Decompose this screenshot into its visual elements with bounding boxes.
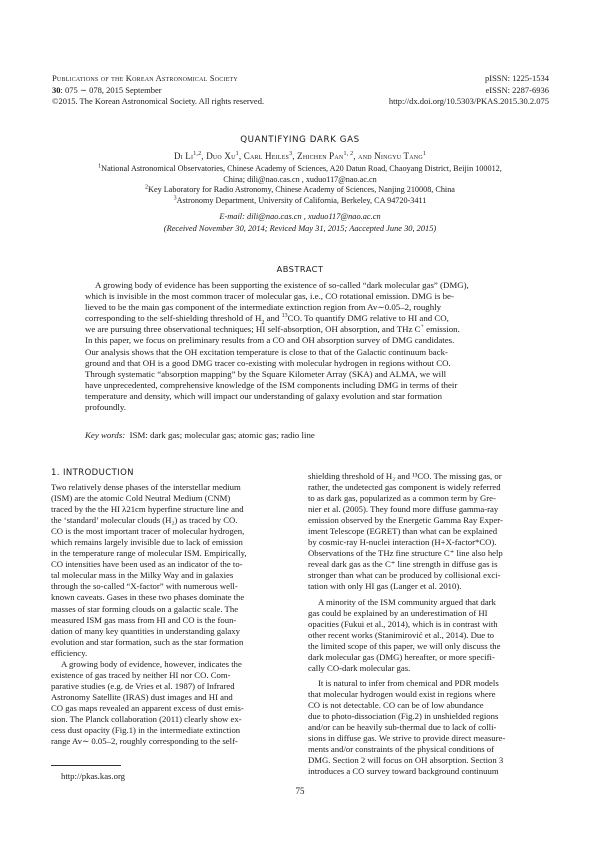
text-line: reveal dark gas as the C⁺ line strength in diffuse gas is bbox=[308, 559, 498, 570]
text-line: parative studies (e.g. de Vries et al. 1987) of Infrared bbox=[51, 680, 235, 691]
received-dates: (Received November 30, 2014; Reviced May 31, 2015; Aaccepted June 30, 2015) bbox=[163, 224, 437, 233]
affiliation-3: $^3$Astronomy Department, University of California, Berkeley, CA 94720-3411 bbox=[173, 195, 427, 205]
author: Di Li$^{1,2}$, bbox=[173, 151, 207, 161]
affiliation-1-contact: China; dili@nao.cas.cn , xuduo117@nao.ac.cn bbox=[223, 174, 377, 184]
text-line: opacities (Fukui et al., 2014), which is in contrast with bbox=[308, 618, 498, 629]
right-column bbox=[308, 471, 551, 777]
abstract-line: temperature and density, which will impact our understanding of galaxy evolution and star formation bbox=[85, 390, 443, 401]
text-line: nier et al. (2005). They found more diffuse gamma-ray bbox=[308, 504, 499, 515]
text-line: emission observed by the Energetic Gamma Ray Exper- bbox=[308, 515, 503, 526]
text-line: CO is not detectable. CO can be of low abundance bbox=[308, 699, 484, 710]
text-line: masses of star forming clouds on a galactic scale. The bbox=[51, 603, 239, 614]
author: Zhichen Pan$^{1, 2}$, and bbox=[297, 151, 375, 161]
text-line: sion. The Planck collaboration (2011) clearly show ex- bbox=[51, 713, 242, 724]
abstract-line: A growing body of evidence has been supporting the existence of so-called “dark molecular gas” (DMG), bbox=[95, 280, 469, 290]
footnote-rule bbox=[51, 765, 121, 766]
affiliation-1: $^1$National Astronomical Observatories, Chinese Academy of Sciences, A20 Datun Road, Chaoyang District, Beijin 100012, bbox=[98, 163, 502, 173]
text-line: known caveats. Gases in these two phases dominate the bbox=[51, 592, 245, 603]
copyright-line: ©2015. The Korean Astronomical Society. All rights reserved. bbox=[52, 96, 265, 106]
text-line: efficiency. bbox=[51, 647, 88, 658]
abstract-line: lieved to be the main gas component of the intermediate extinction region from Av∼0.05–2, roughly bbox=[85, 302, 441, 313]
text-line: stronger than what can be produced by collisional exci- bbox=[308, 570, 501, 581]
text-line: the ‘standard’ molecular clouds (H₂) as traced by CO. bbox=[51, 515, 238, 526]
text-line: tal molecular mass in the Milky Way and in galaxies bbox=[51, 570, 234, 581]
text-line: rather, the undetected gas component is widely referred bbox=[308, 482, 501, 493]
abstract-line: ground and that OH is a good DMG tracer co-existing with molecular hydrogen in regions without CO. bbox=[85, 357, 451, 368]
issn-block bbox=[289, 73, 549, 108]
left-column bbox=[51, 482, 294, 747]
page-number: 75 bbox=[295, 786, 305, 796]
text-line: A minority of the ISM community argued that dark bbox=[318, 596, 496, 607]
keywords-line bbox=[85, 430, 515, 441]
text-line: CO intensities have been used as an indicator of the to- bbox=[51, 559, 243, 570]
text-line: to as dark gas, popularized as a common term by Gre- bbox=[308, 493, 496, 504]
text-line: CO is the most important tracer of molecular hydrogen, bbox=[51, 526, 245, 537]
text-line: gas could be explained by an underestimation of HI bbox=[308, 607, 488, 618]
abstract-line: we are pursuing three observational techniques; HI self-absorption, OH absorption, and THz C+ emission. bbox=[85, 324, 460, 335]
text-line: measured ISM gas mass from HI and CO is the foun- bbox=[51, 614, 237, 625]
text-line: iment Telescope (EGRET) than what can be explained bbox=[308, 526, 498, 537]
affiliation-2: $^2$Key Laboratory for Radio Astronomy, Chinese Academy of Sciences, Nanjing 210008, China bbox=[145, 184, 455, 195]
page-range: : 075 ∼ 078, 2015 September bbox=[60, 84, 162, 95]
keywords-label: Key words: bbox=[85, 430, 126, 440]
journal-name: Publications of the Korean Astronomical Society bbox=[52, 73, 238, 83]
abstract-line: have unprecedented, comprehensive knowledge of the ISM components including DMG in terms of their bbox=[85, 379, 458, 390]
text-line: cess dust opacity (Fig.1) in the intermediate extinction bbox=[51, 725, 241, 736]
text-line: sions in diffuse gas. We strive to provide direct measure- bbox=[308, 733, 506, 744]
text-line: dark molecular gas (DMG) hereafter, or more specifi- bbox=[308, 651, 495, 662]
volume-number: 30 bbox=[52, 84, 61, 95]
author: Carl Heiles$^3$, bbox=[243, 151, 298, 161]
text-line: in the temperature range of molecular ISM. Empirically, bbox=[51, 548, 247, 559]
text-line: CO gas maps revealed an apparent excess of dust emis- bbox=[51, 702, 244, 713]
email-line: E-mail: dili@nao.cas.cn , xuduo117@nao.ac.cn bbox=[219, 212, 381, 221]
text-line: tation with only HI gas (Langer et al. 2010). bbox=[308, 581, 462, 592]
abstract-line: profoundly. bbox=[85, 402, 126, 413]
keywords: ISM: dark gas; molecular gas; atomic gas; radio line bbox=[129, 430, 315, 440]
text-line: cally CO-dark molecular gas. bbox=[308, 662, 411, 673]
author: Duo Xu$^1$, bbox=[206, 151, 244, 161]
text-line: A growing body of evidence, however, indicates the bbox=[61, 658, 242, 669]
text-line: It is natural to infer from chemical and PDR models bbox=[318, 677, 499, 688]
abstract-line: Our analysis shows that the OH excitation temperature is close to that of the Galactic continuum back- bbox=[85, 346, 448, 357]
doi-link[interactable]: http://dx.doi.org/10.5303/PKAS.2015.30.2.075 bbox=[388, 96, 549, 106]
eissn: eISSN: 2287-6936 bbox=[485, 84, 549, 95]
text-line: which remains largely invisible due to lack of emission bbox=[51, 537, 243, 548]
abstract-line: In this paper, we focus on preliminary results from a CO and OH absorption survey of DMG candidates. bbox=[85, 335, 455, 346]
text-line: existence of gas traced by neither HI nor CO. Com- bbox=[51, 669, 231, 680]
text-line: Two relatively dense phases of the interstellar medium bbox=[51, 482, 241, 492]
text-line: (ISM) are the atomic Cold Neutral Medium (CNM) bbox=[51, 493, 231, 504]
section-heading: 1. INTRODUCTION bbox=[51, 468, 134, 478]
text-line: introduces a CO survey toward background continuum bbox=[308, 766, 499, 777]
text-line: evolution and star formation, such as the star formation bbox=[51, 636, 244, 647]
text-line: range Av∼ 0.05–2, roughly corresponding to the self- bbox=[51, 736, 238, 747]
text-line: ments and/or constraints of the physical conditions of bbox=[308, 744, 495, 755]
text-line: through the so-called “X-factor” with numerous well- bbox=[51, 581, 238, 592]
kas-link[interactable]: http://pkas.kas.org bbox=[61, 771, 126, 781]
text-line: traced by the the HI λ21cm hyperfine structure line and bbox=[51, 504, 244, 515]
footer-url bbox=[51, 765, 294, 781]
abstract-line: which is invisible in the most common tracer of molecular gas, i.e., CO rotational emission. DMG is be- bbox=[85, 291, 454, 302]
abstract-heading: ABSTRACT bbox=[276, 264, 324, 274]
paper-title: QUANTIFYING DARK GAS bbox=[240, 135, 360, 145]
author: Ningyu Tang$^1$ bbox=[374, 151, 427, 161]
text-line: DMG. Section 2 will focus on OH absorption. Section 3 bbox=[308, 755, 504, 766]
text-line: by cosmic-ray H-nuclei interaction (H+X-factor*CO). bbox=[308, 537, 497, 548]
affiliations bbox=[40, 164, 560, 206]
abstract-line: corresponding to the self-shielding threshold of $H_2$ and $^{13}$CO. To quantify DMG relative to HI and CO, bbox=[85, 313, 449, 327]
text-line: due to photo-dissociation (Fig.2) in unshielded regions bbox=[308, 710, 499, 721]
pissn: pISSN: 1225-1534 bbox=[485, 73, 549, 83]
text-line: and/or can be heavily sub-thermal due to lack of colli- bbox=[308, 722, 497, 733]
abstract-body bbox=[85, 280, 515, 413]
author-list bbox=[0, 151, 600, 161]
text-line: the limited scope of this paper, we will only discuss the bbox=[308, 640, 501, 651]
text-line: other recent works (Stanimirović et al., 2014). Due to bbox=[308, 629, 495, 640]
abstract-line: Through systematic “absorption mapping” by the Square Kilometer Array (SKA) and ALMA, we will bbox=[85, 368, 447, 379]
text-line: Astronomy Satellite (IRAS) dust images and HI and bbox=[51, 691, 233, 702]
text-line: that molecular hydrogen would exist in regions where bbox=[308, 688, 496, 699]
text-line: dation of many key quantities in understanding galaxy bbox=[51, 625, 240, 636]
text-line: Observations of the THz fine structure C⁺ line also help bbox=[308, 548, 503, 559]
text-line: shielding threshold of H₂ and ¹³CO. The missing gas, or bbox=[308, 471, 502, 481]
